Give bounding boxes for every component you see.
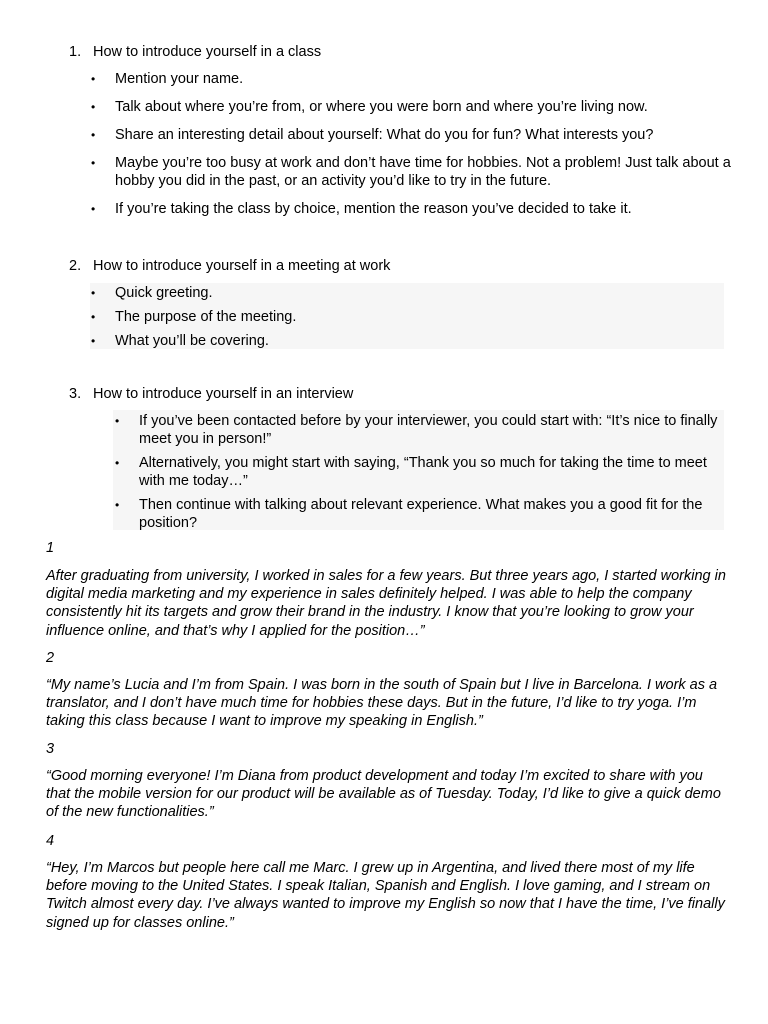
example-1-text: After graduating from university, I worked in sales for a few years. But three years ago, I started working in digital media marketing and my experience in sales definitely helped. I was able to help the company consistently hit its targets and grow their brand in the industry. I know that you’re looking to grow your influence online, and that’s why I applied for the position…” [46,568,726,639]
example-3-text: “Good morning everyone! I’m Diana from product development and today I’m excited to share with you that the mobile version for our product will be available as of Tuesday. Today, I’d like to give a quick demo of the new functionalities.” [46,768,721,821]
section-3-bullet-list [115,412,724,538]
list-item [91,126,735,144]
list-item-text: If you’re taking the class by choice, mention the reason you’ve decided to take it. [115,201,632,217]
list-item-text: Maybe you’re too busy at work and don’t have time for hobbies. Not a problem! Just talk about a hobby you did in the past, or an activity you’d like to try in the future. [115,155,731,189]
list-item-text: Talk about where you’re from, or where you were born and where you’re living now. [115,99,648,115]
example-2-text: “My name’s Lucia and I’m from Spain. I was born in the south of Spain but I live in Barcelona. I work as a translator, and I don’t have much time for hobbies these days. But in the future, I’d like to try yoga. I’m taking this class because I want to improve my speaking in English.” [46,677,718,730]
bullet-icon: • [91,128,96,142]
section-number: 1. [69,44,82,60]
list-item [91,70,735,88]
section-2-bullet-list [91,284,715,356]
list-item [115,454,724,490]
section-3-title [69,385,353,403]
bullet-icon: • [91,156,96,170]
example-4-number: 4 [46,833,55,849]
list-item [91,200,735,218]
section-number: 3. [69,386,82,402]
list-item [91,98,735,116]
list-item-text: Quick greeting. [115,285,213,301]
example-4-text: “Hey, I’m Marcos but people here call me Marc. I grew up in Argentina, and lived there most of my life before moving to the United States. I speak Italian, Spanish and English. I love gaming, and I stream on Twitch almost every day. I’ve always wanted to improve my English so now that I have the time, I’ve finally signed up for classes online.” [46,860,725,931]
list-item-text: What you’ll be covering. [115,333,269,349]
bullet-icon: • [115,414,120,428]
list-item-text: If you’ve been contacted before by your interviewer, you could start with: “It’s nice to finally meet you in person!” [139,413,718,447]
bullet-icon: • [91,100,96,114]
list-item [91,332,715,350]
bullet-icon: • [91,202,96,216]
section-number: 2. [69,258,82,274]
list-item [91,308,715,326]
section-title-text: How to introduce yourself in a meeting at work [93,258,391,274]
example-1-number: 1 [46,540,55,556]
bullet-icon: • [91,72,96,86]
list-item [91,154,735,190]
list-item-text: Share an interesting detail about yourself: What do you for fun? What interests you? [115,127,654,143]
example-3-number: 3 [46,741,55,757]
list-item [91,284,715,302]
bullet-icon: • [115,456,120,470]
section-2-title [69,257,390,275]
bullet-icon: • [91,334,96,348]
section-1-bullet-list [91,70,735,228]
section-title-text: How to introduce yourself in an interview [93,386,354,402]
bullet-icon: • [91,286,96,300]
list-item-text: Alternatively, you might start with saying, “Thank you so much for taking the time to meet with me today…” [139,455,707,489]
bullet-icon: • [91,310,96,324]
section-1-title [69,43,321,61]
example-2-number: 2 [46,650,55,666]
list-item-text: The purpose of the meeting. [115,309,297,325]
bullet-icon: • [115,498,120,512]
list-item [115,412,724,448]
section-title-text: How to introduce yourself in a class [93,44,322,60]
list-item-text: Then continue with talking about relevant experience. What makes you a good fit for the position? [139,497,703,531]
list-item [115,496,724,532]
list-item-text: Mention your name. [115,71,244,87]
